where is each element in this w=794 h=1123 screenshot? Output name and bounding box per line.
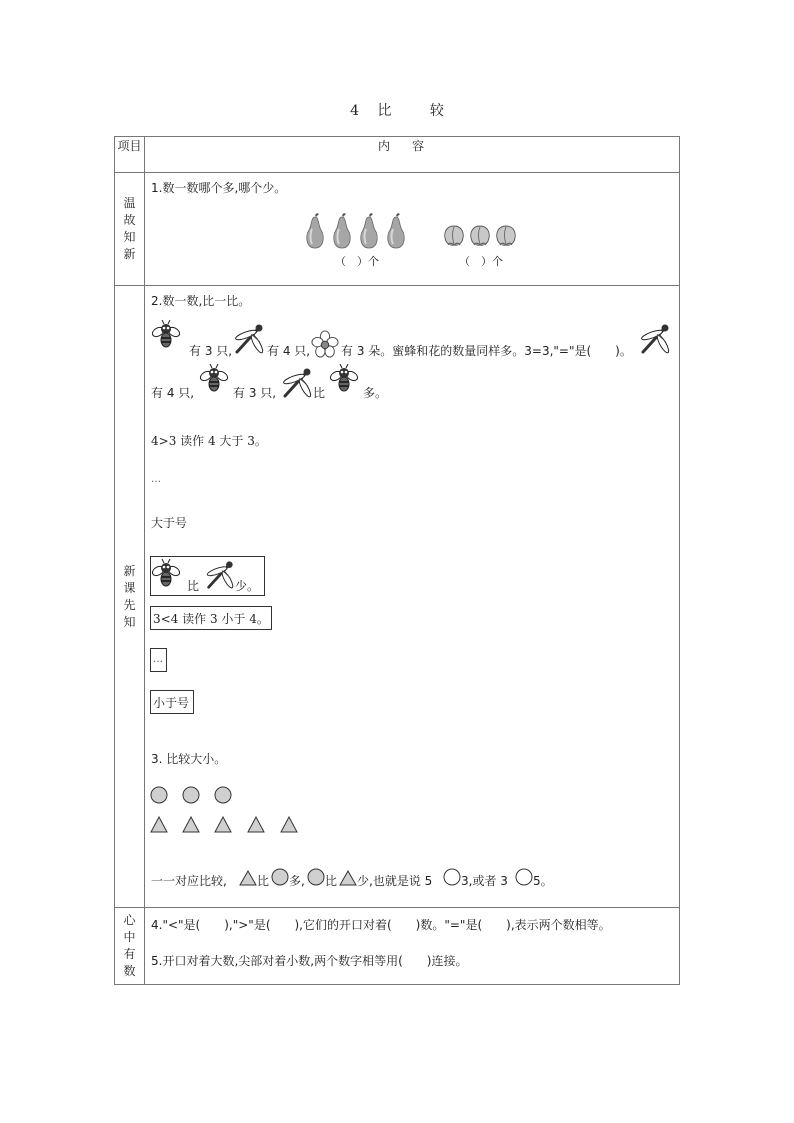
conclusion-e: 少,也就是说 5 — [357, 874, 433, 888]
q1-text: 1.数一数哪个多,哪个少。 — [151, 181, 287, 195]
q2-line2-a: 有 4 只, — [151, 386, 195, 400]
triangle-icon — [339, 870, 357, 886]
section-label-new: 新课先知 — [123, 563, 136, 629]
title-char-2: 较 — [429, 103, 444, 119]
circle-icon — [215, 787, 231, 803]
pear-icon-group — [303, 213, 409, 251]
lesson-table — [114, 136, 680, 985]
q2-line1-a: 有 3 只, — [189, 344, 233, 358]
q2-line2-b: 有 3 只, — [233, 386, 277, 400]
page-title — [0, 100, 794, 120]
conclusion-g: 5。 — [533, 874, 553, 888]
conclusion-d: 比 — [325, 874, 338, 888]
box-dots — [150, 648, 167, 672]
box-bee-less-dragonfly — [150, 556, 265, 596]
circle-icon — [271, 868, 289, 886]
summary-row — [115, 908, 680, 985]
q4-text: 4."<"是( ),">"是( ),它们的开口对着( )数。"="是( ),表示两个数相等。 — [151, 918, 611, 932]
bee-icon — [151, 320, 181, 350]
q2-line1-b: 有 4 只, — [267, 344, 311, 358]
triangle-icon — [183, 817, 199, 832]
q3-text: 3. 比较大小。 — [151, 752, 227, 766]
compare-blank-circle — [443, 868, 461, 886]
dragonfly-icon — [279, 366, 313, 400]
peach-count-blank: （ ）个 — [459, 255, 503, 268]
new-lesson-row — [115, 286, 680, 908]
q2-text: 2.数一数,比一比。 — [151, 294, 251, 308]
read-less: 3<4 读作 3 小于 4。 — [153, 612, 269, 626]
read-greater: 4>3 读作 4 大于 3。 — [151, 434, 267, 448]
peach-icon — [471, 226, 489, 245]
pear-count-blank: （ ）个 — [335, 255, 379, 268]
peach-icon — [497, 226, 515, 245]
q2-line2-c: 比 — [313, 386, 326, 400]
bee-icon — [151, 559, 181, 589]
review-content — [145, 173, 680, 286]
dots-2: … — [153, 654, 163, 665]
dragonfly-icon — [203, 559, 235, 591]
header-item: 项目 — [115, 137, 145, 173]
q2-line1-c: 有 3 朵。蜜蜂和花的数量同样多。3=3,"="是( )。 — [341, 344, 632, 358]
conclusion-c: 多, — [289, 874, 305, 888]
peach-icon-group — [442, 223, 522, 249]
pear-icon — [361, 213, 377, 248]
q5-text: 5.开口对着大数,尖部对着小数,两个数字相等用( )连接。 — [151, 954, 468, 968]
box-compare-text: 比 — [187, 579, 200, 593]
title-char-1: 比 — [377, 103, 392, 119]
dots-1: … — [151, 474, 161, 485]
summary-content — [145, 908, 680, 985]
circle-row — [150, 786, 234, 806]
conclusion-b: 比 — [257, 874, 270, 888]
circle-icon — [151, 787, 167, 803]
title-number: 4 — [350, 103, 359, 119]
box-less-text: 少。 — [235, 579, 260, 593]
conclusion-a: 一一对应比较, — [151, 874, 227, 888]
triangle-icon — [151, 817, 167, 832]
less-sign-label: 小于号 — [153, 696, 190, 710]
conclusion-f: 3,或者 3 — [461, 874, 508, 888]
compare-blank-circle — [515, 868, 533, 886]
greater-sign-label: 大于号 — [151, 516, 188, 530]
triangle-icon — [215, 817, 231, 832]
flower-icon — [311, 330, 339, 358]
triangle-icon — [248, 817, 264, 832]
bee-icon — [329, 364, 359, 394]
triangle-row — [150, 816, 302, 834]
peach-icon — [445, 226, 463, 245]
review-row — [115, 173, 680, 286]
section-label-heart: 心中有数 — [123, 913, 136, 978]
section-label-review: 温故知新 — [123, 196, 136, 261]
table-header-row — [115, 137, 680, 173]
bee-icon — [199, 364, 229, 394]
box-less-sign — [150, 690, 194, 714]
header-content: 内容 — [145, 137, 680, 173]
triangle-icon — [239, 870, 257, 886]
pear-icon — [334, 213, 350, 248]
circle-icon — [307, 868, 325, 886]
dragonfly-icon — [637, 322, 671, 356]
box-read-less — [150, 606, 272, 630]
triangle-icon — [281, 817, 297, 832]
circle-icon — [183, 787, 199, 803]
pear-icon — [307, 213, 323, 248]
new-lesson-content — [145, 286, 680, 908]
q2-line2-d: 多。 — [363, 386, 388, 400]
dragonfly-icon — [231, 322, 265, 356]
pear-icon — [388, 213, 404, 248]
